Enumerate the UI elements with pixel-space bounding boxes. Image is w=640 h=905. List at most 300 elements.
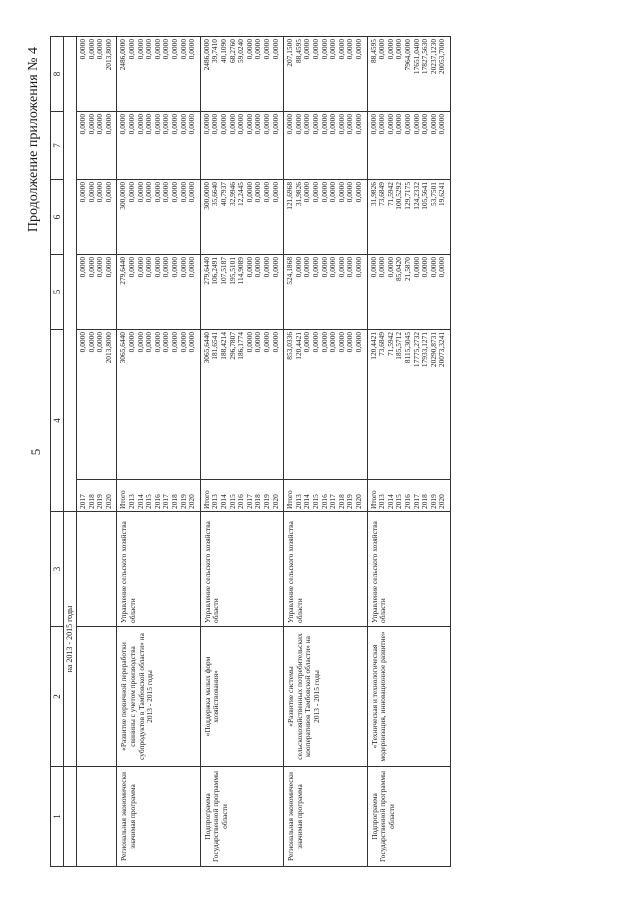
col6-cell-value: 0,0000: [135, 181, 145, 203]
col8-cell-value: 0,0000: [78, 38, 87, 60]
col6-cell-value: 0,0000: [261, 181, 271, 203]
col6-cell-value: 32,9946: [227, 181, 237, 207]
col6-cell-value: 129,7175: [402, 181, 412, 210]
col7-cell-value: 0,0000: [135, 113, 145, 135]
year-cell-value: 2014: [385, 494, 395, 509]
col4-cell-value: 186,1774: [236, 331, 246, 360]
col7-cell-value: 0,0000: [385, 113, 395, 135]
program-type-cell: [77, 767, 117, 867]
col7-cell-value: 0,0000: [218, 113, 228, 135]
col6-cell: [284, 179, 367, 254]
col5-cell-value: 0,0000: [270, 256, 280, 278]
year-cell-value: 2020: [270, 494, 280, 509]
col7-cell-value: 0,0000: [236, 113, 246, 135]
col8-cell: [367, 36, 450, 111]
col6-cell: [117, 179, 200, 254]
col4-cell-value: 0,0000: [253, 331, 263, 353]
year-cell-value: 2020: [103, 494, 113, 509]
col8-cell-value: 2486,0000: [118, 38, 128, 71]
col6-cell: [200, 179, 283, 254]
col7-cell-value: 0,0000: [161, 113, 171, 135]
col6-cell-value: 0,0000: [126, 181, 136, 203]
table-body: [77, 36, 451, 866]
col5-cell: [367, 254, 450, 329]
col4-cell-value: 296,7807: [227, 331, 237, 360]
col6-cell-value: 0,0000: [319, 181, 329, 203]
table-row: [367, 36, 450, 866]
col4-cell-value: 0,0000: [144, 331, 154, 353]
col4-cell-value: 20073,3241: [437, 331, 447, 368]
col5-cell-value: 0,0000: [428, 256, 438, 278]
col4-cell-value: 188,4214: [218, 331, 228, 360]
col6-cell-value: 121,6968: [285, 181, 295, 210]
col8-cell-value: 88,4595: [293, 38, 303, 64]
col5-cell-value: 0,0000: [169, 256, 179, 278]
column-number: 3: [51, 512, 64, 627]
col5-cell-value: 524,1868: [285, 256, 295, 285]
col5-cell-value: 0,0000: [302, 256, 312, 278]
program-name-cell: [367, 627, 450, 767]
col8-cell-value: 2013,8000: [103, 38, 113, 71]
col4-cell-value: 120,4421: [368, 331, 378, 360]
program-type-cell: [367, 767, 450, 867]
year-cell-value: 2016: [236, 494, 246, 509]
col5-cell-value: 106,2491: [210, 256, 220, 285]
col6-cell-value: 0,0000: [253, 181, 263, 203]
col8-cell-value: 0,0000: [126, 38, 136, 60]
col4-cell-value: 181,6541: [210, 331, 220, 360]
col8-cell-value: 0,0000: [261, 38, 271, 60]
col8-cell-value: 0,0000: [161, 38, 171, 60]
col4-cell-value: 0,0000: [353, 331, 363, 353]
column-number: 5: [51, 254, 64, 329]
col4-cell-value: 0,0000: [302, 331, 312, 353]
page-number: 5: [28, 448, 43, 456]
executor-cell: [284, 512, 367, 627]
col4-cell-value: 0,0000: [161, 331, 171, 353]
col7-cell-value: 0,0000: [103, 113, 113, 135]
col8-cell: [77, 36, 117, 111]
col8-cell-value: 0,0000: [336, 38, 346, 60]
table-row: [77, 36, 117, 866]
col5-cell-value: 195,5101: [227, 256, 237, 285]
col7-cell-value: 0,0000: [253, 113, 263, 135]
executor-cell: [200, 512, 283, 627]
col7-cell-value: 0,0000: [319, 113, 329, 135]
col5-cell-value: 0,0000: [377, 256, 387, 278]
col5-cell-value: 0,0000: [345, 256, 355, 278]
col6-cell-value: 19,6241: [437, 181, 447, 207]
col6-cell-value: 0,0000: [103, 181, 113, 203]
col8-cell-value: 88,4595: [368, 38, 378, 64]
column-number: 7: [51, 111, 64, 179]
col4-cell-value: 0,0000: [328, 331, 338, 353]
col7-cell-value: 0,0000: [144, 113, 154, 135]
col4-cell-value: 0,0000: [135, 331, 145, 353]
year-cell-value: 2015: [310, 494, 320, 509]
col4-cell-value: 120,4421: [293, 331, 303, 360]
col7-cell-value: 0,0000: [178, 113, 188, 135]
year-cell-value: 2018: [253, 494, 263, 509]
program-name-cell-text: «Развитие первичной переработки свинины с учетом производства субпродуктов в Тамбовской области» на 2013 - 2015 годы: [119, 633, 155, 760]
rotated-table-sheet: [20, 37, 615, 867]
executor-cell: [117, 512, 200, 627]
col4-cell-value: 0,0000: [319, 331, 329, 353]
col4-cell-value: 0,0000: [126, 331, 136, 353]
col6-cell-value: 40,7937: [218, 181, 228, 207]
col5-cell-value: 0,0000: [86, 256, 96, 278]
col7-cell-value: 0,0000: [169, 113, 179, 135]
col4-cell-value: 8115,3045: [402, 331, 412, 364]
col5-cell-value: 0,0000: [336, 256, 346, 278]
col5-cell: [200, 254, 283, 329]
col6-cell-value: 53,7501: [428, 181, 438, 207]
executor-cell-text: Управление сельского хозяйства области: [286, 521, 304, 623]
continuation-caption-row: [64, 36, 77, 866]
col5-cell-value: 0,0000: [437, 256, 447, 278]
col7-cell-value: 0,0000: [227, 113, 237, 135]
year-cell-value: 2013: [126, 494, 136, 509]
col8-cell-value: 0,0000: [86, 38, 96, 60]
col5-cell-value: 0,0000: [411, 256, 421, 278]
col4-cell-value: 0,0000: [178, 331, 188, 353]
col6-cell-value: 300,0000: [118, 181, 128, 210]
program-name-cell-text: «Техническая и технологическая модернизация, инновационное развитие»: [369, 631, 388, 762]
col4-cell-value: 17933,1271: [420, 331, 430, 368]
col7-cell-value: 0,0000: [187, 113, 197, 135]
executor-cell-text: Управление сельского хозяйства области: [369, 521, 388, 623]
col6-cell-value: 0,0000: [345, 181, 355, 203]
program-type-cell-text: Подпрограмма Государственной программы области: [202, 771, 229, 862]
col8-cell-value: 0,0000: [135, 38, 145, 60]
col5-cell-value: 0,0000: [187, 256, 197, 278]
year-cell-value: Итого: [201, 490, 211, 509]
year-cell-value: 2020: [187, 494, 197, 509]
col7-cell-value: 0,0000: [126, 113, 136, 135]
year-cell: [117, 480, 200, 512]
col5-cell-value: 0,0000: [144, 256, 154, 278]
col6-cell-value: 0,0000: [187, 181, 197, 203]
col4-cell-value: 0,0000: [270, 331, 280, 353]
col6-cell-value: 0,0000: [353, 181, 363, 203]
col6-cell-value: 31,9826: [293, 181, 303, 207]
year-cell-value: 2018: [420, 494, 430, 509]
col6-cell-value: 0,0000: [144, 181, 154, 203]
col5-cell-value: 0,0000: [261, 256, 271, 278]
col7-cell-value: 0,0000: [244, 113, 254, 135]
year-cell-value: 2017: [78, 494, 87, 509]
col4-cell-value: 3065,6440: [118, 331, 128, 364]
appendix-title: Продолжение приложения № 4: [26, 47, 41, 233]
col4-cell-value: 0,0000: [187, 331, 197, 353]
col4-cell-value: 185,5712: [394, 331, 404, 360]
col8-cell-value: 0,0000: [152, 38, 162, 60]
col8-cell-value: 0,0000: [345, 38, 355, 60]
col8-cell-value: 0,0000: [328, 38, 338, 60]
col6-cell-value: 105,5641: [420, 181, 430, 210]
col7-cell-value: 0,0000: [353, 113, 363, 135]
col5-cell-value: 0,0000: [78, 256, 87, 278]
col6-cell-value: 0,0000: [78, 181, 87, 203]
col5-cell-value: 0,0000: [152, 256, 162, 278]
program-type-cell-text: Региональная экономически значимая программа: [286, 771, 304, 862]
col8-cell-value: 0,0000: [144, 38, 154, 60]
col5-cell-value: 0,0000: [385, 256, 395, 278]
year-cell-value: Итого: [118, 490, 128, 509]
col8-cell-value: 0,0000: [253, 38, 263, 60]
col6-cell-value: 0,0000: [302, 181, 312, 203]
year-cell-value: 2018: [336, 494, 346, 509]
col4-cell-value: 0,0000: [336, 331, 346, 353]
col4-cell-value: 73,6849: [377, 331, 387, 357]
table-row: [284, 36, 367, 866]
col5-cell-value: 279,6440: [201, 256, 211, 285]
col4-cell-value: 0,0000: [152, 331, 162, 353]
executor-cell: [77, 512, 117, 627]
col5-cell-value: 107,5187: [218, 256, 228, 285]
col4-cell: [284, 329, 367, 479]
table-row: [200, 36, 283, 866]
col7-cell-value: 0,0000: [336, 113, 346, 135]
year-cell-value: 2013: [377, 494, 387, 509]
col8-cell-value: 0,0000: [310, 38, 320, 60]
col7-cell-value: 0,0000: [437, 113, 447, 135]
col6-cell-value: 0,0000: [178, 181, 188, 203]
col4-cell-value: 71,5942: [385, 331, 395, 357]
col7-cell: [284, 111, 367, 179]
col7-cell-value: 0,0000: [270, 113, 280, 135]
year-cell-value: 2020: [353, 494, 363, 509]
year-cell-value: 2014: [302, 494, 312, 509]
col6-cell-value: 71,5942: [385, 181, 395, 207]
col5-cell-value: 21,5870: [402, 256, 412, 282]
col4-cell-value: 853,0336: [285, 331, 295, 360]
col6-cell-value: 0,0000: [328, 181, 338, 203]
col5-cell-value: 0,0000: [103, 256, 113, 278]
col7-cell-value: 0,0000: [402, 113, 412, 135]
col8-cell-value: 0,0000: [187, 38, 197, 60]
col8-cell: [200, 36, 283, 111]
executor-cell-text: Управление сельского хозяйства области: [202, 521, 221, 623]
col5-cell-value: 0,0000: [328, 256, 338, 278]
year-cell-value: 2017: [328, 494, 338, 509]
col8-cell-value: 20237,1230: [428, 38, 438, 75]
col4-cell-value: 0,0000: [169, 331, 179, 353]
col7-cell-value: 0,0000: [210, 113, 220, 135]
col5-cell: [117, 254, 200, 329]
col7-cell-value: 0,0000: [201, 113, 211, 135]
year-cell-value: 2019: [345, 494, 355, 509]
col7-cell: [117, 111, 200, 179]
col5-cell-value: 0,0000: [310, 256, 320, 278]
col5-cell-value: 114,9089: [236, 256, 246, 285]
col8-cell-value: 0,0000: [169, 38, 179, 60]
col7-cell: [367, 111, 450, 179]
col4-cell: [117, 329, 200, 479]
col6-cell-value: 73,6849: [377, 181, 387, 207]
year-cell-value: 2019: [428, 494, 438, 509]
col4-cell: [367, 329, 450, 479]
executor-cell-text: Управление сельского хозяйства области: [119, 521, 137, 623]
col8-cell-value: 7964,0000: [402, 38, 412, 71]
col8-cell-value: 0,0000: [319, 38, 329, 60]
col5-cell-value: 0,0000: [319, 256, 329, 278]
col6-cell: [77, 179, 117, 254]
column-number: 4: [51, 329, 64, 511]
col7-cell-value: 0,0000: [368, 113, 378, 135]
program-name-cell-text: «Развитие системы сельскохозяйственных потребительских кооперативов Тамбовской области» на 2013 - 2015 годы: [286, 633, 321, 760]
year-cell-value: 2016: [152, 494, 162, 509]
col5-cell: [77, 254, 117, 329]
program-name-cell-text: «Поддержка малых форм хозяйствования»: [202, 656, 221, 737]
year-cell-value: 2014: [135, 494, 145, 509]
col4-cell-value: 2013,8000: [103, 331, 113, 364]
col7-cell-value: 0,0000: [293, 113, 303, 135]
col4-cell-value: 0,0000: [86, 331, 96, 353]
col8-cell-value: 68,2760: [227, 38, 237, 64]
col4-cell-value: 0,0000: [78, 331, 87, 353]
col5-cell-value: 0,0000: [126, 256, 136, 278]
col7-cell: [77, 111, 117, 179]
year-cell: [200, 480, 283, 512]
col8-cell-value: 0,0000: [385, 38, 395, 60]
col4-cell-value: 3065,6440: [201, 331, 211, 364]
year-cell-value: 2019: [95, 494, 105, 509]
program-name-cell: [200, 627, 283, 767]
col4-cell: [200, 329, 283, 479]
year-cell: [77, 480, 117, 512]
col5-cell-value: 0,0000: [95, 256, 105, 278]
col8-cell-value: 0,0000: [270, 38, 280, 60]
program-type-cell: [200, 767, 283, 867]
col6-cell-value: 100,5292: [394, 181, 404, 210]
col4-cell-value: 0,0000: [261, 331, 271, 353]
col5-cell-value: 0,0000: [368, 256, 378, 278]
year-cell: [367, 480, 450, 512]
column-number-row: [51, 36, 64, 866]
col6-cell-value: 0,0000: [310, 181, 320, 203]
col6-cell-value: 0,0000: [169, 181, 179, 203]
col7-cell-value: 0,0000: [95, 113, 105, 135]
program-type-cell: [117, 767, 200, 867]
col6-cell-value: 0,0000: [95, 181, 105, 203]
year-cell-value: 2013: [210, 494, 220, 509]
col8-cell-value: 0,0000: [377, 38, 387, 60]
col4-cell-value: 17775,2732: [411, 331, 421, 368]
col5-cell-value: 0,0000: [244, 256, 254, 278]
budget-table: [50, 36, 451, 867]
col5-cell-value: 0,0000: [293, 256, 303, 278]
column-number: 1: [51, 767, 64, 867]
col8-cell-value: 17651,0400: [411, 38, 421, 75]
col7-cell-value: 0,0000: [310, 113, 320, 135]
year-cell-value: 2019: [261, 494, 271, 509]
executor-cell: [367, 512, 450, 627]
col4-cell: [77, 329, 117, 479]
col5-cell-value: 0,0000: [253, 256, 263, 278]
program-name-cell: [117, 627, 200, 767]
col8-cell-value: 40,1090: [218, 38, 228, 64]
year-cell-value: Итого: [285, 490, 295, 509]
col4-cell-value: 0,0000: [95, 331, 105, 353]
col6-cell-value: 300,0000: [201, 181, 211, 210]
col7-cell-value: 0,0000: [345, 113, 355, 135]
col8-cell-value: 0,0000: [95, 38, 105, 60]
col5-cell-value: 0,0000: [161, 256, 171, 278]
col7-cell-value: 0,0000: [328, 113, 338, 135]
col4-cell-value: 0,0000: [244, 331, 254, 353]
column-number: 6: [51, 179, 64, 254]
col5-cell-value: 0,0000: [353, 256, 363, 278]
col4-cell-value: 0,0000: [345, 331, 355, 353]
col7-cell: [200, 111, 283, 179]
col8-cell-value: 0,0000: [178, 38, 188, 60]
col6-cell-value: 12,2445: [236, 181, 246, 207]
year-cell-value: 2019: [178, 494, 188, 509]
col8-cell-value: 39,7410: [210, 38, 220, 64]
col8-cell-value: 17827,5630: [420, 38, 430, 75]
col6-cell-value: 0,0000: [336, 181, 346, 203]
col8-cell-value: 0,0000: [394, 38, 404, 60]
year-cell-value: 2017: [411, 494, 421, 509]
program-type-cell-text: Подпрограмма Государственной программы области: [369, 771, 396, 862]
col5-cell-value: 85,0420: [394, 256, 404, 282]
col7-cell-value: 0,0000: [302, 113, 312, 135]
col7-cell-value: 0,0000: [261, 113, 271, 135]
year-cell-value: 2018: [169, 494, 179, 509]
col6-cell-value: 124,2332: [411, 181, 421, 210]
program-name-cell: [284, 627, 367, 767]
col7-cell-value: 0,0000: [420, 113, 430, 135]
col8-cell-value: 207,1500: [285, 38, 295, 67]
col6-cell-value: 0,0000: [86, 181, 96, 203]
col5-cell-value: 0,0000: [178, 256, 188, 278]
col8-cell-value: 20053,7000: [437, 38, 447, 75]
col5-cell-value: 0,0000: [420, 256, 430, 278]
year-cell-value: 2014: [218, 494, 228, 509]
year-cell: [284, 480, 367, 512]
col8-cell-value: 0,0000: [244, 38, 254, 60]
col7-cell-value: 0,0000: [394, 113, 404, 135]
col6-cell-value: 0,0000: [152, 181, 162, 203]
col8-cell-value: 2486,0000: [201, 38, 211, 71]
year-cell-value: 2016: [402, 494, 412, 509]
col5-cell: [284, 254, 367, 329]
column-number: 8: [51, 36, 64, 111]
column-number: 2: [51, 627, 64, 767]
program-type-cell: [284, 767, 367, 867]
year-cell-value: 2013: [293, 494, 303, 509]
year-cell-value: 2020: [437, 494, 447, 509]
col7-cell-value: 0,0000: [377, 113, 387, 135]
year-cell-value: 2015: [394, 494, 404, 509]
col6-cell-value: 0,0000: [244, 181, 254, 203]
col7-cell-value: 0,0000: [411, 113, 421, 135]
col7-cell-value: 0,0000: [152, 113, 162, 135]
year-cell-value: 2015: [144, 494, 154, 509]
continuation-caption: на 2013 - 2015 годы: [64, 512, 77, 767]
program-name-cell: [77, 627, 117, 767]
col6-cell-value: 35,6640: [210, 181, 220, 207]
col5-cell-value: 279,6440: [118, 256, 128, 285]
col4-cell-value: 20290,8731: [428, 331, 438, 368]
year-cell-value: 2015: [227, 494, 237, 509]
year-cell-value: Итого: [368, 490, 378, 509]
col7-cell-value: 0,0000: [86, 113, 96, 135]
col4-cell-value: 0,0000: [310, 331, 320, 353]
col5-cell-value: 0,0000: [135, 256, 145, 278]
col8-cell: [117, 36, 200, 111]
